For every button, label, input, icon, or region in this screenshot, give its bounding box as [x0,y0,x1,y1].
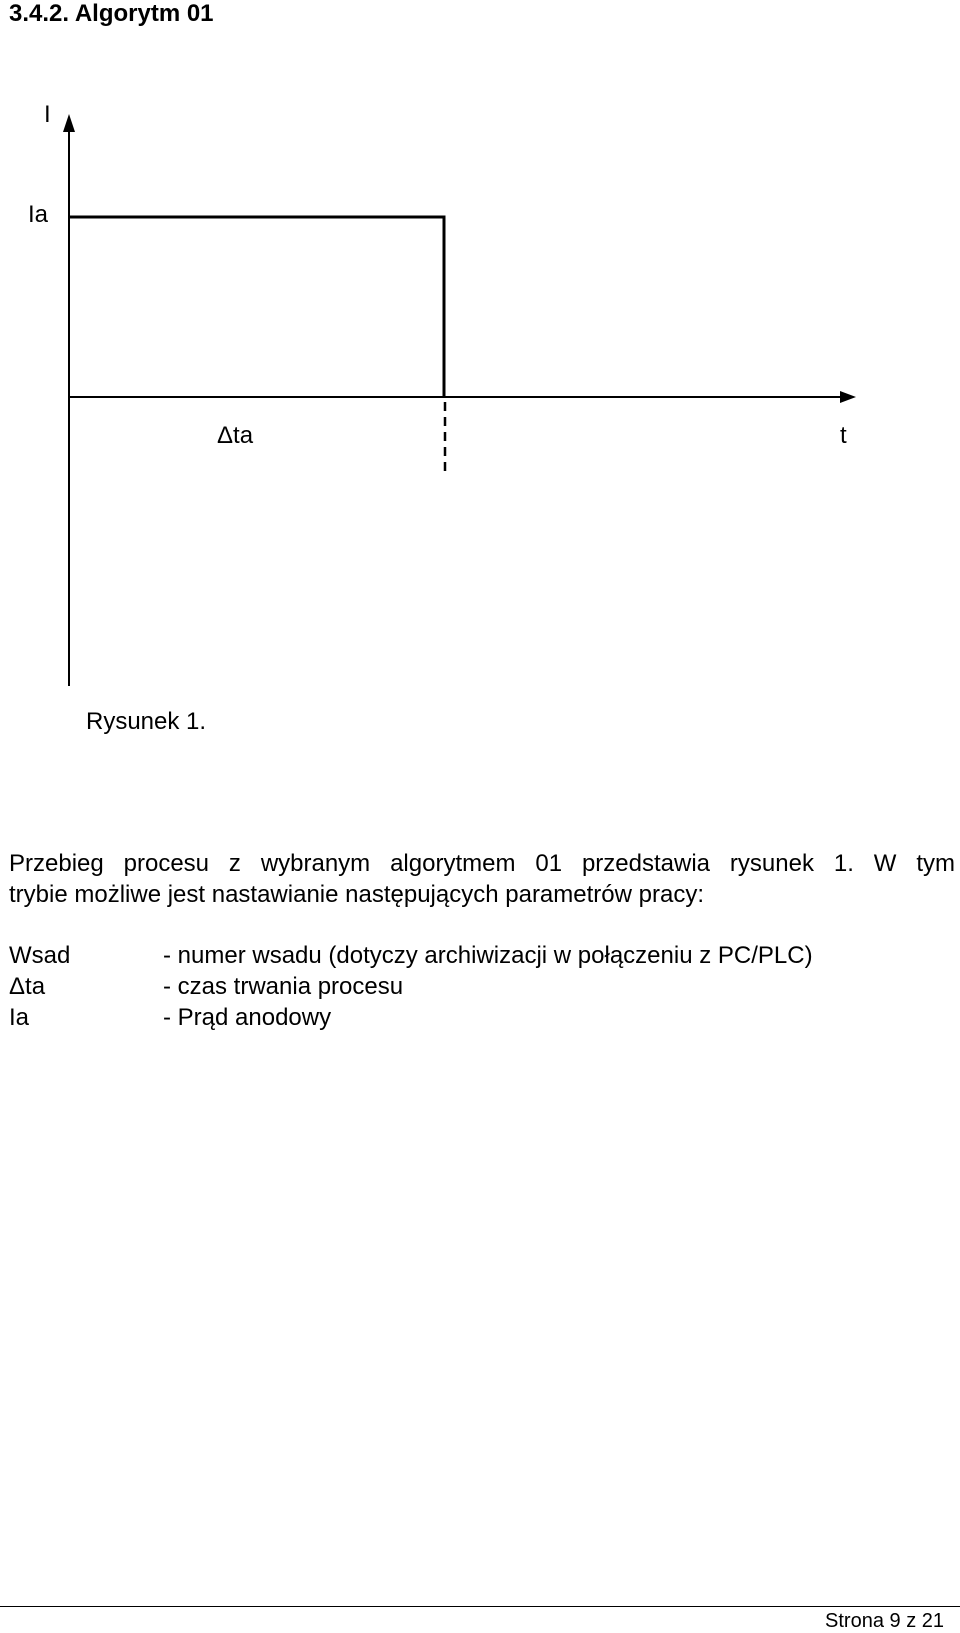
x-axis-arrow-icon [840,391,856,403]
parameter-name: Ia [9,1004,30,1031]
level-label: Ia [28,201,49,228]
parameter-row [9,971,955,1002]
page-number: Strona 9 z 21 [825,1610,944,1632]
paragraph-line-2: trybie możliwe jest nastawianie następujących parametrów pracy: [9,881,704,908]
parameter-description: - numer wsadu (dotyczy archiwizacji w połączeniu z PC/PLC) [163,942,813,969]
parameter-row [9,940,955,971]
current-time-diagram [0,0,960,720]
duration-label: Δta [217,422,254,449]
current-pulse-line [69,217,444,397]
description-paragraph [9,848,955,910]
parameter-description: - czas trwania procesu [163,973,404,1000]
parameter-list [9,940,955,1033]
parameter-row [9,1002,955,1033]
figure-caption: Rysunek 1. [86,708,207,735]
y-axis-label: I [44,101,51,128]
x-axis-label: t [840,422,847,449]
y-axis-arrow-icon [63,114,75,132]
parameter-name: Δta [9,973,46,1000]
section-heading: 3.4.2. Algorytm 01 [9,0,214,27]
footer-divider [0,1606,960,1607]
parameter-name: Wsad [9,942,71,969]
paragraph-line-1: Przebieg procesu z wybranym algorytmem 01 przedstawia rysunek 1. W tym [9,850,955,877]
parameter-description: - Prąd anodowy [163,1004,332,1031]
